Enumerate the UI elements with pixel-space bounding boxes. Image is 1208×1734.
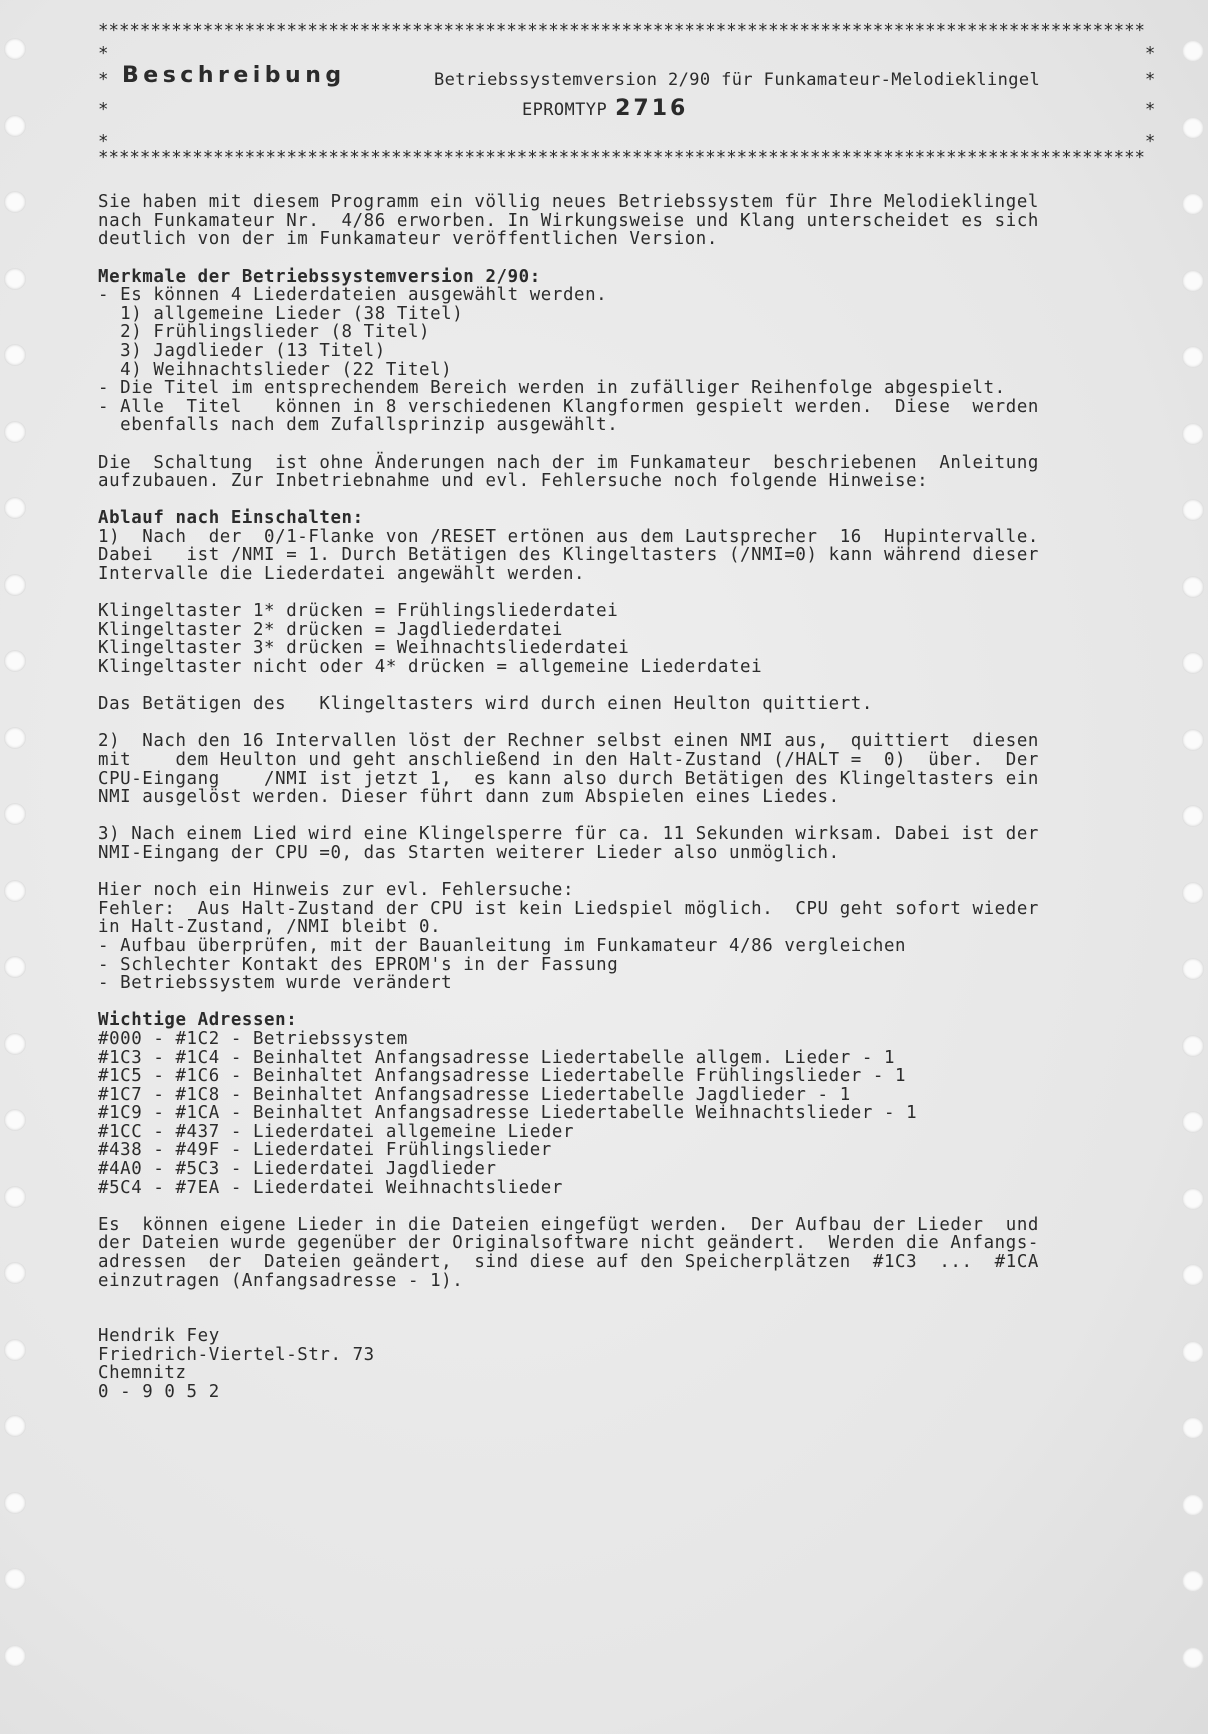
perforation-hole: [4, 344, 26, 366]
header-blank-row-2: [98, 129, 1160, 152]
text-line: Das Betätigen des Klingeltasters wird durch einen Heulton quittiert.: [98, 694, 873, 715]
address-line: #5C4 - #7EA - Liederdatei Weihnachtslieder: [98, 1177, 563, 1198]
perforation-hole: [1182, 499, 1204, 521]
header-star: *: [1144, 99, 1156, 120]
text-line: 3) Jagdlieder (13 Titel): [98, 340, 386, 361]
perforation-hole: [4, 1568, 26, 1590]
perforation-hole: [1182, 270, 1204, 292]
perforation-hole: [4, 1186, 26, 1208]
perforation-hole: [4, 574, 26, 596]
perforation-hole: [1182, 423, 1204, 445]
perforation-hole: [1182, 1570, 1204, 1592]
header-star-border-bottom: ****************************************************************************************************: [98, 147, 1146, 168]
text-line: nach Funkamateur Nr. 4/86 erworben. In Wirkungsweise und Klang unterscheidet es sich: [98, 210, 1039, 231]
perforation-hole: [4, 421, 26, 443]
text-line: aufzubauen. Zur Inbetriebnahme und evl. Fehlersuche noch folgende Hinweise:: [98, 471, 929, 492]
perforation-hole: [4, 1645, 26, 1667]
perforation-hole: [1182, 1264, 1204, 1286]
perforation-hole: [1182, 1341, 1204, 1363]
header-star: *: [98, 131, 110, 152]
text-line: - Betriebssystem wurde verändert: [98, 973, 453, 994]
perforation-hole: [1182, 1035, 1204, 1057]
address-line: #1C3 - #1C4 - Beinhaltet Anfangsadresse Liedertabelle allgem. Lieder - 1: [98, 1047, 896, 1068]
own-songs-paragraph: [98, 1216, 1160, 1290]
text-line: 1) Nach der 0/1-Flanke von /RESET ertönen aus dem Lautsprecher 16 Hupintervalle.: [98, 526, 1039, 547]
perforation-hole: [1182, 652, 1204, 674]
author-postcode: 0 - 9 0 5 2: [98, 1382, 220, 1402]
text-line: der Dateien wurde gegenüber der Originalsoftware nicht geändert. Werden die Anfangs-: [98, 1233, 1039, 1254]
text-line: Hier noch ein Hinweis zur evl. Fehlersuche:: [98, 880, 575, 901]
header-star-border-top: ****************************************************************************************************: [98, 21, 1146, 41]
header-star: *: [98, 43, 110, 64]
document-title: Beschreibung: [122, 62, 346, 88]
left-perforation: [0, 0, 30, 1734]
eprom-number: 2716: [615, 95, 689, 121]
text-line: Fehler: Aus Halt-Zustand der CPU ist kein Liedspiel möglich. CPU geht sofort wieder: [98, 898, 1039, 919]
perforation-hole: [4, 1109, 26, 1131]
perforation-hole: [1182, 40, 1204, 62]
text-line: mit dem Heulton und geht anschließend in den Halt-Zustand (/HALT = 0) über. Der: [98, 750, 1039, 770]
text-line: - Schlechter Kontakt des EPROM's in der Fassung: [98, 954, 619, 975]
text-line: adressen der Dateien geändert, sind diese auf den Speicherplätzen #1C3 ... #1CA: [98, 1252, 1039, 1273]
text-line: ebenfalls nach dem Zufallsprinzip ausgewählt.: [98, 415, 619, 436]
perforation-hole: [1182, 1417, 1204, 1439]
text-line: NMI-Eingang der CPU =0, das Starten weiterer Lieder also unmöglich.: [98, 842, 840, 863]
text-line: Klingeltaster nicht oder 4* drücken = allgemeine Liederdatei: [98, 657, 763, 678]
author-name: Hendrik Fey: [98, 1326, 220, 1347]
text-line: 1) allgemeine Lieder (38 Titel): [98, 303, 464, 324]
perforation-hole: [1182, 729, 1204, 751]
addresses-section: [98, 1011, 1160, 1197]
perforation-hole: [1182, 576, 1204, 598]
perforation-hole: [1182, 805, 1204, 827]
section-heading: Merkmale der Betriebssystemversion 2/90:: [98, 266, 541, 287]
address-line: #1C9 - #1CA - Beinhaltet Anfangsadresse Liedertabelle Weihnachtslieder - 1: [98, 1103, 918, 1124]
perforation-hole: [4, 1339, 26, 1361]
perforation-hole: [1182, 882, 1204, 904]
perforation-hole: [4, 1492, 26, 1514]
eprom-label: EPROMTYP: [522, 99, 608, 120]
address-line: #1C7 - #1C8 - Beinhaltet Anfangsadresse Liedertabelle Jagdlieder - 1: [98, 1084, 851, 1105]
text-line: NMI ausgelöst werden. Dieser führt dann zum Abspielen eines Liedes.: [98, 787, 840, 808]
perforation-hole: [4, 115, 26, 137]
text-line: - Alle Titel können in 8 verschiedenen Klangformen gespielt werden. Diese werden: [98, 396, 1039, 417]
perforation-hole: [1182, 1647, 1204, 1669]
header-star: *: [1144, 43, 1156, 64]
troubleshooting-section: [98, 881, 1160, 993]
text-line: Die Schaltung ist ohne Änderungen nach der im Funkamateur beschriebenen Anleitung: [98, 452, 1039, 473]
address-line: #1C5 - #1C6 - Beinhaltet Anfangsadresse Liedertabelle Frühlingslieder - 1: [98, 1066, 907, 1087]
sequence-section: [98, 509, 1160, 862]
text-line: 2) Frühlingslieder (8 Titel): [98, 322, 431, 343]
author-street: Friedrich-Viertel-Str. 73: [98, 1344, 375, 1365]
perforation-hole: [4, 38, 26, 60]
perforation-hole: [1182, 1111, 1204, 1133]
text-line: - Die Titel im entsprechendem Bereich werden in zufälliger Reihenfolge abgespielt.: [98, 378, 1006, 399]
perforation-hole: [4, 268, 26, 290]
header-star: *: [98, 69, 110, 90]
header-star: *: [1144, 131, 1156, 152]
intro-paragraph: [98, 193, 1160, 249]
features-section: [98, 268, 1160, 435]
perforation-hole: [1182, 1494, 1204, 1516]
perforation-hole: [1182, 1188, 1204, 1210]
text-line: 2) Nach den 16 Intervallen löst der Rechner selbst einen NMI aus, quittiert diesen: [98, 731, 1039, 752]
perforation-hole: [1182, 958, 1204, 980]
perforation-hole: [4, 727, 26, 749]
right-perforation: [1178, 0, 1208, 1734]
text-line: Es können eigene Lieder in die Dateien eingefügt werden. Der Aufbau der Lieder und: [98, 1214, 1039, 1235]
author-city: Chemnitz: [98, 1363, 187, 1384]
document-subtitle: Betriebssystemversion 2/90 für Funkamateur-Melodieklingel: [434, 69, 1041, 90]
author-address: [98, 1327, 1160, 1401]
perforation-hole: [1182, 193, 1204, 215]
circuit-paragraph: [98, 454, 1160, 491]
perforation-hole: [4, 497, 26, 519]
text-line: - Aufbau überprüfen, mit der Bauanleitung im Funkamateur 4/86 vergleichen: [98, 935, 907, 956]
document-body: [98, 22, 1160, 1402]
perforation-hole: [1182, 117, 1204, 139]
address-line: #4A0 - #5C3 - Liederdatei Jagdlieder: [98, 1159, 497, 1180]
perforation-hole: [4, 650, 26, 672]
section-heading: Wichtige Adressen:: [98, 1010, 298, 1031]
text-line: Klingeltaster 2* drücken = Jagdliederdatei: [98, 619, 563, 640]
header-title-row: [98, 62, 1160, 97]
text-line: deutlich von der im Funkamateur veröffentlichen Version.: [98, 229, 718, 250]
header-star: *: [1144, 69, 1156, 90]
text-line: 3) Nach einem Lied wird eine Klingelsperre für ca. 11 Sekunden wirksam. Dabei ist der: [98, 824, 1039, 845]
address-line: #000 - #1C2 - Betriebssystem: [98, 1028, 408, 1049]
text-line: Sie haben mit diesem Programm ein völlig neues Betriebssystem für Ihre Melodieklingel: [98, 192, 1039, 213]
text-line: - Es können 4 Liederdateien ausgewählt werden.: [98, 285, 608, 306]
text-line: Klingeltaster 1* drücken = Frühlingsliederdatei: [98, 601, 619, 622]
text-line: in Halt-Zustand, /NMI bleibt 0.: [98, 917, 442, 938]
perforation-hole: [4, 880, 26, 902]
eprom-type: [522, 95, 689, 121]
address-line: #1CC - #437 - Liederdatei allgemeine Lieder: [98, 1121, 575, 1142]
section-heading: Ablauf nach Einschalten:: [98, 508, 364, 529]
text-line: Klingeltaster 3* drücken = Weihnachtsliederdatei: [98, 638, 630, 659]
perforation-hole: [4, 803, 26, 825]
perforation-hole: [4, 1415, 26, 1437]
text-line: Intervalle die Liederdatei angewählt werden.: [98, 564, 586, 585]
text-line: einzutragen (Anfangsadresse - 1).: [98, 1270, 464, 1291]
text-line: Dabei ist /NMI = 1. Durch Betätigen des Klingeltasters (/NMI=0) kann während dieser: [98, 545, 1039, 566]
perforation-hole: [4, 1262, 26, 1284]
header-eprom-row: [98, 97, 1160, 129]
address-line: #438 - #49F - Liederdatei Frühlingslieder: [98, 1140, 552, 1161]
header-star: *: [98, 99, 110, 120]
perforation-hole: [1182, 346, 1204, 368]
perforation-hole: [4, 1033, 26, 1055]
text-line: 4) Weihnachtslieder (22 Titel): [98, 359, 453, 380]
perforation-hole: [4, 956, 26, 978]
perforation-hole: [4, 191, 26, 213]
text-line: CPU-Eingang /NMI ist jetzt 1, es kann also durch Betätigen des Klingeltasters ein: [98, 768, 1039, 789]
